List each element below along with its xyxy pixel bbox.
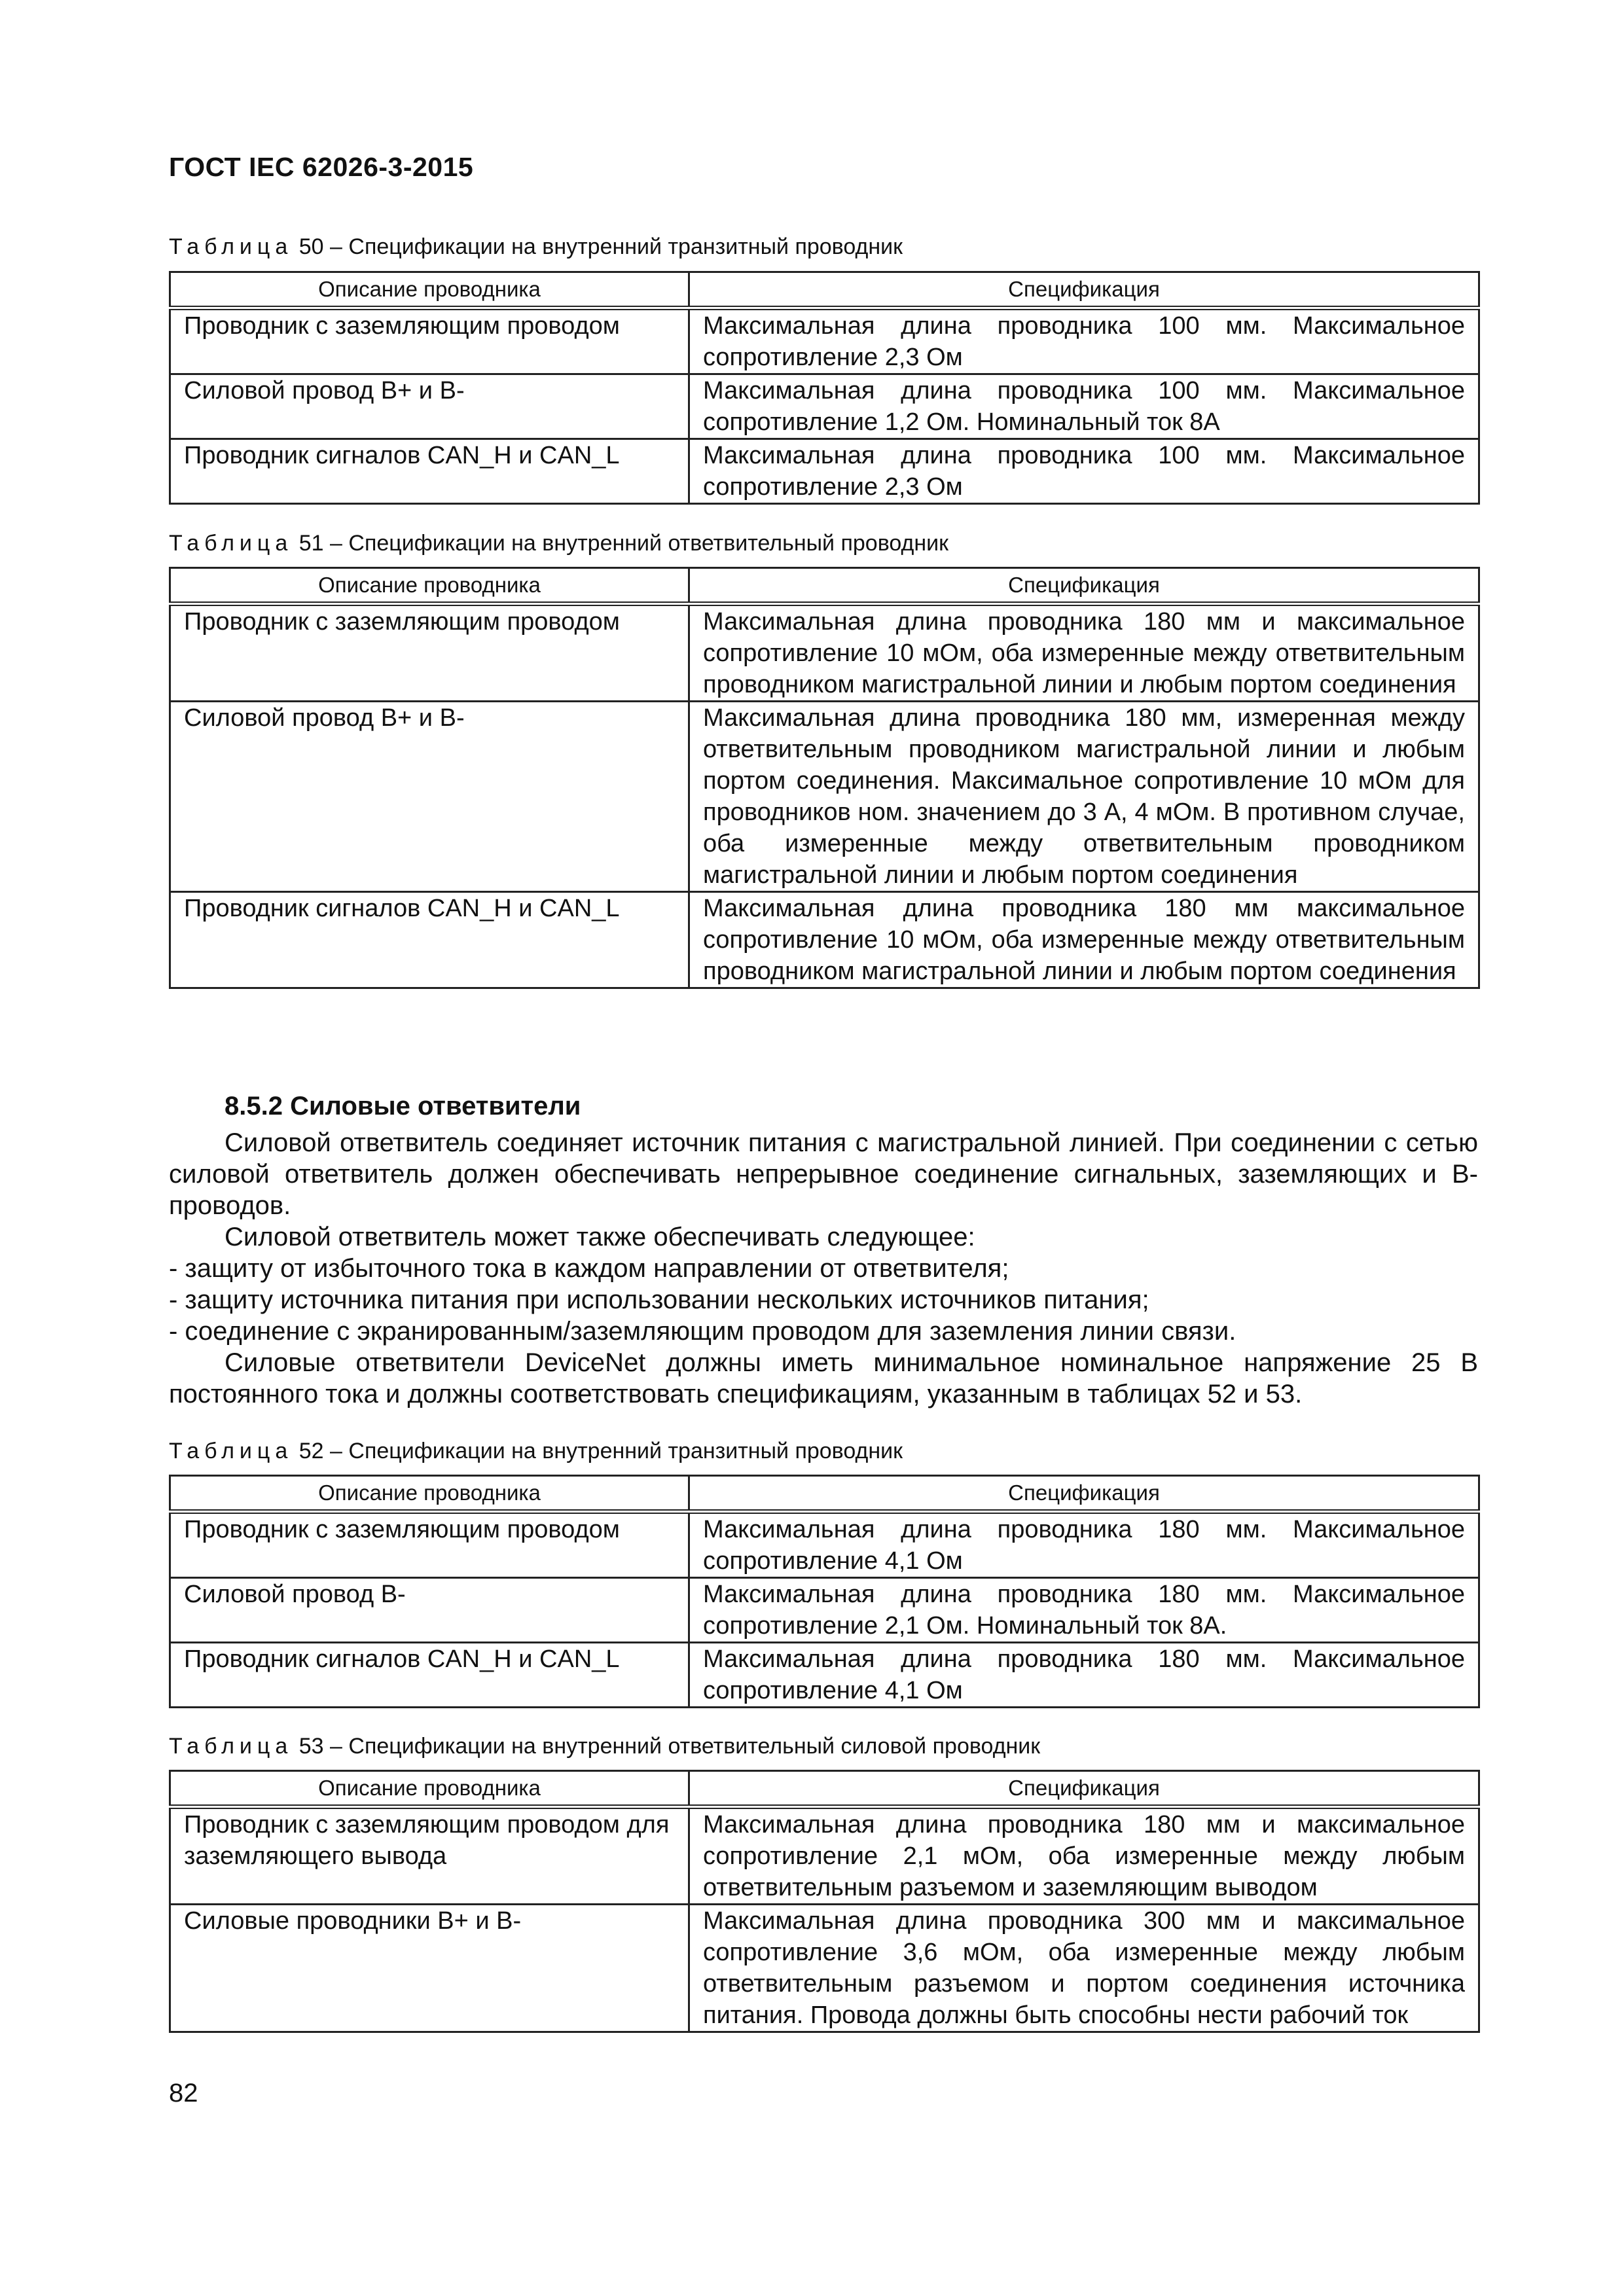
conductor-specification: Максимальная длина проводника 180 мм. Максимальное сопротивление 4,1 Ом	[689, 1512, 1479, 1578]
column-header-description: Описание проводника	[170, 272, 689, 308]
conductor-description: Проводник сигналов CAN_H и CAN_L	[170, 439, 689, 504]
conductor-specification: Максимальная длина проводника 180 мм максимальное сопротивление 10 мОм, оба измеренные между ответвительным проводником магистральной линии и любым портом соединения	[689, 892, 1479, 988]
table-label: Таблица	[169, 234, 293, 259]
conductor-specification: Максимальная длина проводника 180 мм. Максимальное сопротивление 4,1 Ом	[689, 1643, 1479, 1708]
conductor-description: Проводник с заземляющим проводом для заземляющего вывода	[170, 1807, 689, 1905]
conductor-description: Проводник сигналов CAN_H и CAN_L	[170, 892, 689, 988]
table-row	[170, 1807, 1479, 1905]
table-row	[170, 702, 1479, 892]
conductor-description: Проводник с заземляющим проводом	[170, 1512, 689, 1578]
table-row	[170, 374, 1479, 439]
paragraph: Силовой ответвитель соединяет источник питания с магистральной линией. При соединении с сетью силовой ответвитель должен обеспечивать непрерывное соединение сигнальных, заземляющих и В- проводов.	[169, 1128, 1478, 1220]
table-row	[170, 1643, 1479, 1708]
conductor-specification: Максимальная длина проводника 100 мм. Максимальное сопротивление 1,2 Ом. Номинальный ток 8А	[689, 374, 1479, 439]
list-item: - защиту от избыточного тока в каждом направлении от ответвителя;	[169, 1254, 1009, 1283]
conductor-specification: Максимальная длина проводника 100 мм. Максимальное сопротивление 2,3 Ом	[689, 439, 1479, 504]
section-body	[169, 1127, 1478, 1410]
conductor-specification: Максимальная длина проводника 180 мм и максимальное сопротивление 10 мОм, оба измеренные между ответвительным проводником магистральной линии и любым портом соединения	[689, 604, 1479, 702]
section-heading: 8.5.2 Силовые ответвители	[225, 1092, 581, 1121]
conductor-specification: Максимальная длина проводника 300 мм и максимальное сопротивление 3,6 мОм, оба измеренные между любым ответвительным разъемом и портом соединения источника питания. Провода должны быть способны нести рабочий ток	[689, 1905, 1479, 2032]
table-53-caption	[169, 1732, 1040, 1760]
document-header: ГОСТ IEC 62026-3-2015	[169, 152, 474, 182]
table-label: Таблица	[169, 1439, 293, 1463]
page-number: 82	[169, 2079, 198, 2108]
paragraph: Силовой ответвитель может также обеспечивать следующее:	[225, 1223, 975, 1251]
table-50	[169, 271, 1480, 505]
paragraph: Силовые ответвители DeviceNet должны иметь минимальное номинальное напряжение 25 В постоянного тока и должны соответствовать спецификациям, указанным в таблицах 52 и 53.	[169, 1348, 1478, 1408]
table-row	[170, 604, 1479, 702]
table-50-caption	[169, 233, 903, 260]
column-header-description: Описание проводника	[170, 1476, 689, 1512]
conductor-description: Проводник с заземляющим проводом	[170, 308, 689, 374]
table-52-caption	[169, 1437, 903, 1465]
column-header-specification: Спецификация	[689, 568, 1479, 604]
conductor-description: Проводник с заземляющим проводом	[170, 604, 689, 702]
table-label: Таблица	[169, 1734, 293, 1759]
table-title: 53 – Спецификации на внутренний ответвительный силовой проводник	[298, 1734, 1041, 1759]
list-item: - защиту источника питания при использовании нескольких источников питания;	[169, 1285, 1149, 1314]
column-header-description: Описание проводника	[170, 1771, 689, 1807]
table-row	[170, 1512, 1479, 1578]
conductor-specification: Максимальная длина проводника 180 мм и максимальное сопротивление 2,1 мОм, оба измеренные между любым ответвительным разъемом и заземляющим выводом	[689, 1807, 1479, 1905]
column-header-description: Описание проводника	[170, 568, 689, 604]
table-title: 51 – Спецификации на внутренний ответвительный проводник	[298, 531, 949, 556]
table-row	[170, 892, 1479, 988]
table-label: Таблица	[169, 531, 293, 556]
conductor-description: Проводник сигналов CAN_H и CAN_L	[170, 1643, 689, 1708]
table-row	[170, 308, 1479, 374]
column-header-specification: Спецификация	[689, 1771, 1479, 1807]
table-row	[170, 1905, 1479, 2032]
conductor-specification: Максимальная длина проводника 100 мм. Максимальное сопротивление 2,3 Ом	[689, 308, 1479, 374]
conductor-description: Силовой провод В-	[170, 1578, 689, 1643]
table-title: 52 – Спецификации на внутренний транзитный проводник	[298, 1439, 903, 1463]
conductor-description: Силовые проводники В+ и В-	[170, 1905, 689, 2032]
table-title: 50 – Спецификации на внутренний транзитный проводник	[298, 234, 903, 259]
conductor-description: Силовой провод В+ и В-	[170, 374, 689, 439]
conductor-specification: Максимальная длина проводника 180 мм. Максимальное сопротивление 2,1 Ом. Номинальный ток 8А.	[689, 1578, 1479, 1643]
conductor-description: Силовой провод В+ и В-	[170, 702, 689, 892]
table-row	[170, 1578, 1479, 1643]
table-53	[169, 1770, 1480, 2033]
table-52	[169, 1475, 1480, 1708]
table-51-caption	[169, 529, 948, 557]
table-row	[170, 439, 1479, 504]
list-item: - соединение с экранированным/заземляющим проводом для заземления линии связи.	[169, 1317, 1236, 1346]
column-header-specification: Спецификация	[689, 272, 1479, 308]
conductor-specification: Максимальная длина проводника 180 мм, измеренная между ответвительным проводником магистральной линии и любым портом соединения. Максимальное сопротивление 10 мОм для проводников ном. значением до 3 А, 4 мОм. В противном случае, оба измеренные между ответвительным проводником магистральной линии и любым портом соединения	[689, 702, 1479, 892]
table-51	[169, 567, 1480, 989]
column-header-specification: Спецификация	[689, 1476, 1479, 1512]
